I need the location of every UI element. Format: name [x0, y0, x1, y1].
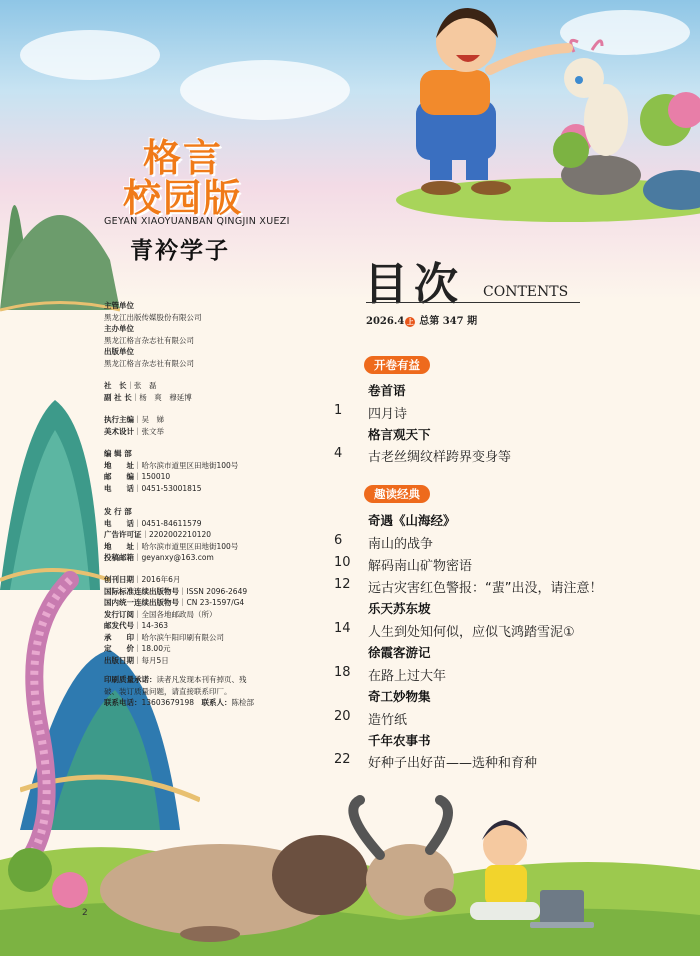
imprint-label: 国内统一连续出版物号	[104, 598, 179, 607]
imprint-value: 陈检部	[231, 698, 254, 707]
imprint-value: 14-363	[141, 621, 169, 630]
page-number: 14	[334, 621, 351, 636]
toc-heading-en: CONTENTS	[483, 284, 569, 300]
imprint-value: 吴 娣	[141, 415, 164, 424]
imprint-value: 0451-84611579	[141, 518, 202, 528]
imprint-label: 投稿邮箱	[104, 553, 134, 562]
article-title[interactable]: 解码南山矿物密语	[368, 559, 473, 574]
column-title: 千年农事书	[368, 733, 431, 748]
issue-total: 总第 347 期	[419, 316, 478, 327]
imprint-label: 美术设计	[104, 426, 134, 436]
imprint-label: 主办单位	[104, 324, 134, 333]
toc-heading: 目次	[364, 259, 464, 310]
imprint-value: 全国各地邮政局（所）	[141, 609, 217, 619]
imprint-label: 社 长	[104, 381, 127, 390]
imprint-value: 黑龙江出版传媒股份有限公司	[104, 312, 202, 322]
page-number: 1	[334, 403, 343, 418]
imprint-label: 创刊日期	[104, 575, 134, 584]
imprint-value: 2016年6月	[141, 575, 181, 584]
page-number: 18	[334, 665, 351, 680]
imprint-label: 出版日期	[104, 655, 134, 665]
imprint-value: 0451-53001815	[141, 483, 202, 493]
column-title: 卷首语	[368, 383, 406, 398]
imprint-label: 主管单位	[104, 301, 134, 310]
imprint-label: 编 辑 部	[104, 449, 132, 458]
imprint-value: 张文举	[141, 426, 164, 436]
imprint-label: 广告许可证	[104, 530, 142, 539]
article-title[interactable]: 人生到处知何似，应似飞鸿踏雪泥①	[368, 625, 575, 640]
article-title[interactable]: 南山的战争	[368, 537, 434, 552]
imprint-label: 印刷质量承诺：	[104, 675, 157, 684]
imprint-label: 邮 编	[104, 472, 134, 481]
imprint-label: 地 址	[104, 460, 134, 470]
imprint-editorial: 编 辑 部 地 址｜哈尔滨市道里区田地街100号 邮 编｜150010 电 话｜0451-53001815	[104, 449, 239, 493]
page-number: 10	[334, 555, 351, 570]
imprint-value: 哈尔滨市道里区田地街100号	[141, 541, 239, 551]
imprint-block	[104, 300, 202, 369]
imprint-value: 杨 爽 穆延博	[139, 392, 192, 402]
imprint-label: 邮发代号	[104, 621, 134, 630]
imprint-value: 每月5日	[141, 655, 169, 665]
imprint-value: 读者凡发现本刊有掉页、残	[156, 675, 247, 684]
page-number: 4	[334, 446, 343, 461]
page-number-footer: 2	[82, 908, 88, 918]
imprint-value: 破、装订质量问题，请直接联系印厂。	[104, 686, 232, 696]
article-title[interactable]: 远古灾害红色警报：“蜚”出没，请注意！	[368, 581, 603, 596]
imprint-value: 13603679198	[141, 698, 194, 707]
column-title: 奇遇《山海经》	[368, 513, 456, 528]
imprint-value: ISSN 2096-2649	[186, 586, 248, 596]
imprint-label: 地 址	[104, 541, 134, 551]
imprint-label: 电 话	[104, 483, 134, 493]
boy-with-creature-illustration	[396, 0, 700, 222]
page-number: 22	[334, 752, 351, 767]
issue-info	[366, 312, 477, 327]
imprint-staff: 社 长｜张 磊 副 社 长｜杨 爽 穆延博	[104, 381, 192, 402]
imprint-value: 哈尔滨市道里区田地街100号	[141, 460, 239, 470]
imprint-value: 张 磊	[134, 381, 157, 390]
cloud	[180, 60, 350, 120]
imprint-label: 联系人：	[201, 698, 232, 707]
imprint-value: 哈尔滨午阳印刷有限公司	[141, 632, 224, 642]
mountain-illustration	[0, 390, 110, 600]
imprint-label: 执行主编	[104, 415, 134, 424]
section-tag: 开卷有益	[364, 356, 430, 374]
column-title: 徐霞客游记	[368, 645, 431, 660]
article-title[interactable]: 造竹纸	[368, 713, 408, 728]
imprint-label: 定 价	[104, 644, 134, 653]
imprint-value: 18.00元	[141, 644, 171, 653]
page-number: 12	[334, 577, 351, 592]
imprint-distribution: 发 行 部 电 话｜0451-84611579 广告许可证｜2202002210120 地 址｜哈尔滨市道里区田地街100号 投稿邮箱｜geyanxy@163.com	[104, 507, 239, 562]
cloud	[20, 30, 160, 80]
bottom-scene-illustration	[0, 770, 700, 956]
article-title[interactable]: 好种子出好苗——选种和育种	[368, 756, 538, 771]
title-line-1: 格言	[142, 136, 223, 180]
article-title[interactable]: 四月诗	[368, 407, 408, 422]
divider	[366, 302, 580, 303]
imprint-label: 发行订阅	[104, 609, 134, 619]
magazine-subtitle: 青衿学子	[130, 238, 230, 264]
imprint-label: 副 社 长	[104, 392, 132, 402]
column-title: 格言观天下	[368, 427, 431, 442]
imprint-value: geyanxy@163.com	[141, 553, 214, 562]
imprint-value: 2202002210120	[149, 530, 212, 539]
section-tag: 趣读经典	[364, 485, 430, 503]
title-line-2: 校园版	[122, 176, 243, 220]
imprint-label: 电 话	[104, 518, 134, 528]
imprint-label: 承 印	[104, 632, 134, 642]
imprint-label: 出版单位	[104, 347, 134, 356]
imprint-editors: 执行主编｜吴 娣 美术设计｜张文举	[104, 415, 164, 436]
article-title[interactable]: 在路上过大年	[368, 669, 447, 684]
article-title[interactable]: 古老丝绸纹样跨界变身等	[368, 450, 512, 465]
imprint-label: 发 行 部	[104, 507, 132, 516]
column-title: 奇工妙物集	[368, 689, 431, 704]
imprint-label: 联系电话：	[104, 698, 142, 707]
imprint-value: CN 23-1597/G4	[186, 598, 245, 607]
column-title: 乐天苏东坡	[368, 601, 431, 616]
imprint-label: 国际标准连续出版物号	[104, 586, 179, 596]
page-number: 20	[334, 709, 351, 724]
title-pinyin: GEYAN XIAOYUANBAN QINGJIN XUEZI	[104, 216, 290, 227]
page-number: 6	[334, 533, 343, 548]
imprint-publication: 创刊日期｜2016年6月 国际标准连续出版物号｜ISSN 2096-2649 国内统一连续出版物号｜CN 23-1597/G4 发行订阅｜全国各地邮政局（所） 邮发代号｜14-363 承 印｜哈尔滨午阳印刷有限公司 定 价｜18.00元 出版日期｜每月5日	[104, 575, 248, 665]
mountain-illustration	[0, 160, 120, 320]
imprint-value: 黑龙江格言杂志社有限公司	[104, 358, 194, 368]
imprint-value: 黑龙江格言杂志社有限公司	[104, 335, 194, 345]
magazine-title	[118, 138, 248, 218]
issue-half-badge: 上	[406, 316, 414, 326]
imprint-quality	[104, 674, 254, 709]
issue-date: 2026.4	[366, 316, 405, 327]
imprint-value: 150010	[141, 472, 171, 481]
